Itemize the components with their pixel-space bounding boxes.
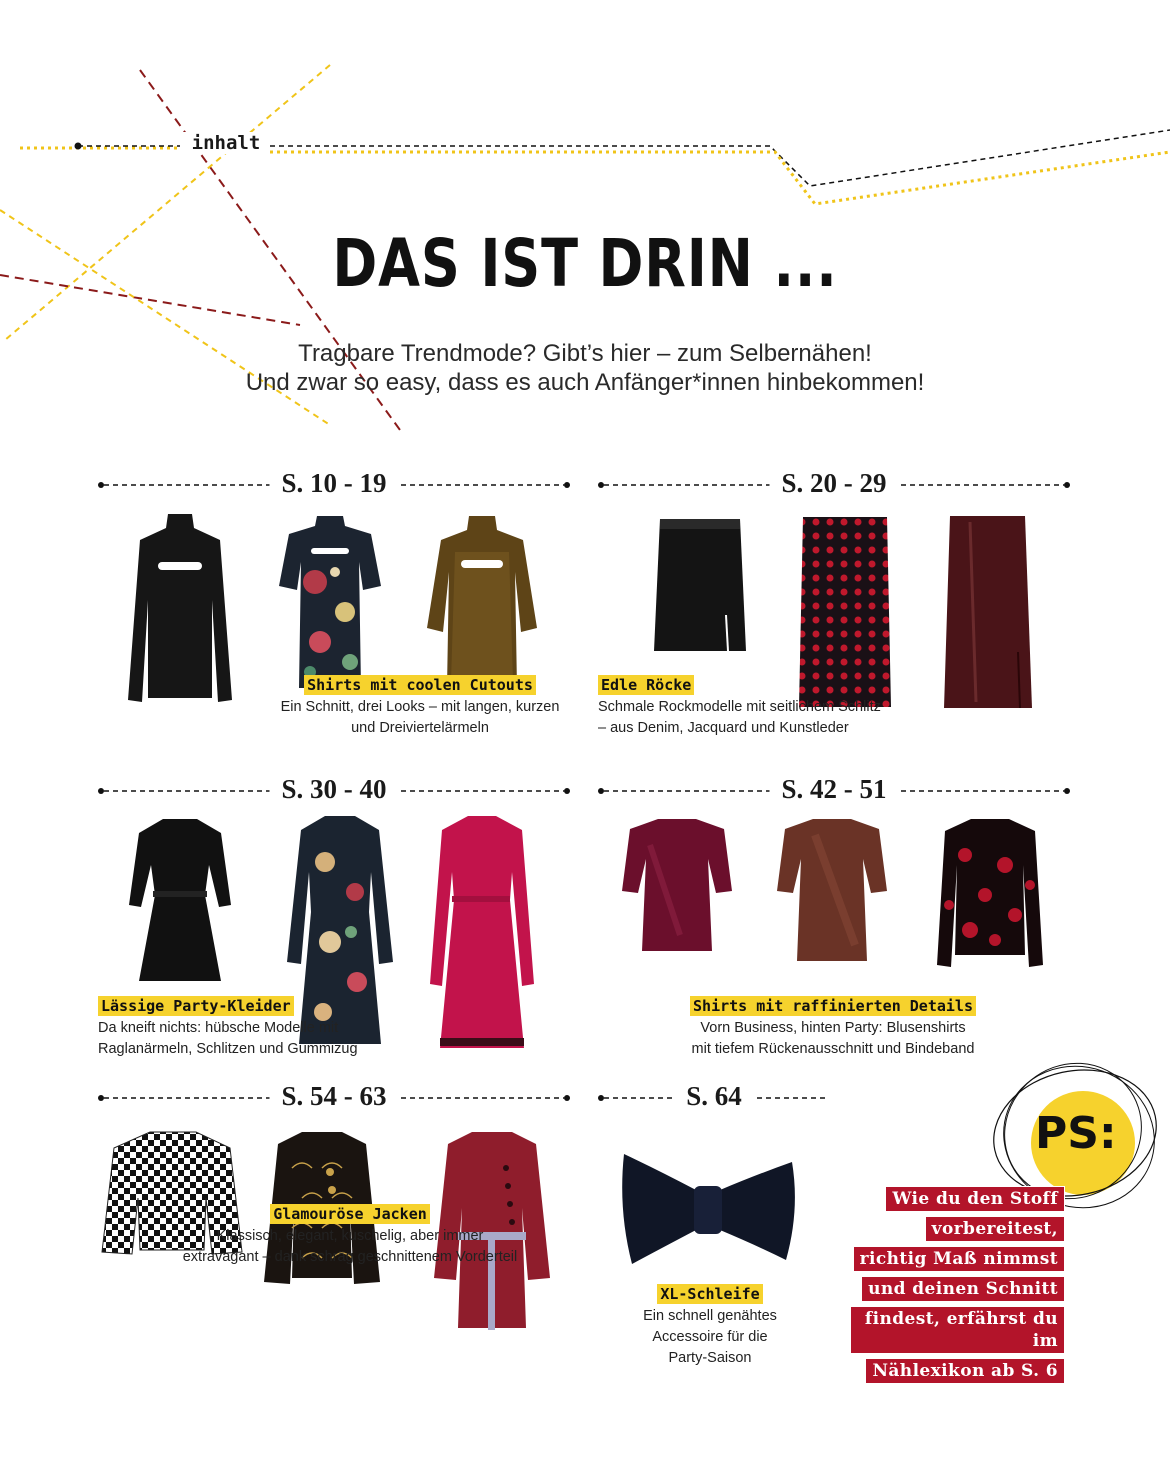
caption-xl-schleife — [610, 1284, 810, 1369]
section-header-4 — [598, 774, 1070, 808]
black-denim-skirt-image — [650, 515, 750, 655]
caption-text-line: Ein Schnitt, drei Looks – mit langen, kurzen — [280, 699, 560, 715]
ps-line: und deinen Schnitt — [861, 1276, 1065, 1302]
floral-short-sleeve-shirt-image — [275, 512, 385, 692]
intro-line-2: Und zwar so easy, dass es auch Anfänger*innen hinbekommen! — [245, 369, 925, 396]
section-header-6 — [598, 1081, 830, 1115]
black-cutout-shirt-image — [120, 510, 240, 710]
pink-maxi-dress-image — [430, 812, 535, 1052]
caption-heading: Glamouröse Jacken — [270, 1204, 430, 1224]
caption-heading: Edle Röcke — [598, 675, 694, 695]
caption-text-line: Vorn Business, hinten Party: Blusenshirts — [700, 1020, 966, 1036]
section-pages-label: S. 30 - 40 — [269, 774, 398, 805]
xl-bow-image — [618, 1150, 798, 1268]
caption-shirts-cutouts — [255, 675, 585, 739]
caption-text-line: mit tiefem Rückenausschnitt und Bindeband — [691, 1041, 975, 1057]
section-header-5 — [98, 1081, 570, 1115]
section-pages-label: S. 10 - 19 — [269, 468, 398, 499]
ps-line: richtig Maß nimmst — [853, 1246, 1065, 1272]
caption-text-line: – aus Denim, Jacquard und Kunstleder — [598, 720, 849, 736]
ps-line: Wie du den Stoff — [885, 1186, 1065, 1212]
ps-line: Nählexikon ab S. 6 — [865, 1358, 1065, 1384]
caption-heading: Shirts mit coolen Cutouts — [304, 675, 536, 695]
gold-lurex-shirt-image — [425, 512, 540, 692]
black-party-dress-image — [125, 815, 235, 985]
intro-line-1: Tragbare Trendmode? Gibt’s hier – zum Selbernähen! — [298, 340, 872, 367]
intro-text — [0, 339, 1170, 397]
ps-text-block — [850, 1184, 1065, 1386]
page-title: DAS IST DRIN ... — [332, 225, 838, 302]
section-pages-label: S. 20 - 29 — [769, 468, 898, 499]
caption-text-line: Klassisch, elegant, kuschelig, aber immer — [216, 1228, 484, 1244]
red-print-blouse-image — [935, 815, 1045, 970]
velvet-blouse-image — [775, 815, 890, 965]
section-pages-label: S. 42 - 51 — [769, 774, 898, 805]
caption-text-line: Da kneift nichts: hübsche Modelle mit — [98, 1020, 339, 1036]
ps-line: findest, erfährst du im — [850, 1306, 1065, 1354]
caption-shirts-details — [668, 996, 998, 1060]
ps-line: vorbereitest, — [925, 1216, 1065, 1242]
caption-heading: XL-Schleife — [657, 1284, 762, 1304]
caption-text-line: Accessoire für die — [652, 1329, 768, 1345]
caption-party-kleider — [98, 996, 388, 1060]
caption-heading: Shirts mit raffinierten Details — [690, 996, 976, 1016]
caption-text-line: Schmale Rockmodelle mit seitlichem Schlitz — [598, 699, 881, 715]
section-header-3 — [98, 774, 570, 808]
section-pages-label: S. 54 - 63 — [269, 1081, 398, 1112]
caption-text-line: Raglanärmeln, Schlitzen und Gummizug — [98, 1041, 358, 1057]
caption-edle-roecke — [598, 675, 918, 739]
caption-text-line: und Dreiviertelärmeln — [351, 720, 489, 736]
section-header-2 — [598, 468, 1070, 502]
section-label-inhalt: inhalt — [183, 132, 269, 154]
satin-blouse-image — [620, 815, 735, 955]
ps-badge: PS: — [1035, 1108, 1117, 1159]
faux-leather-skirt-image — [940, 512, 1035, 712]
section-pages-label: S. 64 — [674, 1081, 754, 1112]
caption-heading: Lässige Party-Kleider — [98, 996, 294, 1016]
section-header-1 — [98, 468, 570, 502]
caption-text-line: Ein schnell genähtes — [643, 1308, 777, 1324]
caption-text-line: extravagant – dank schräg geschnittenem Vorderteil — [182, 1249, 518, 1265]
caption-jacken — [170, 1204, 530, 1268]
caption-text-line: Party-Saison — [668, 1350, 752, 1366]
